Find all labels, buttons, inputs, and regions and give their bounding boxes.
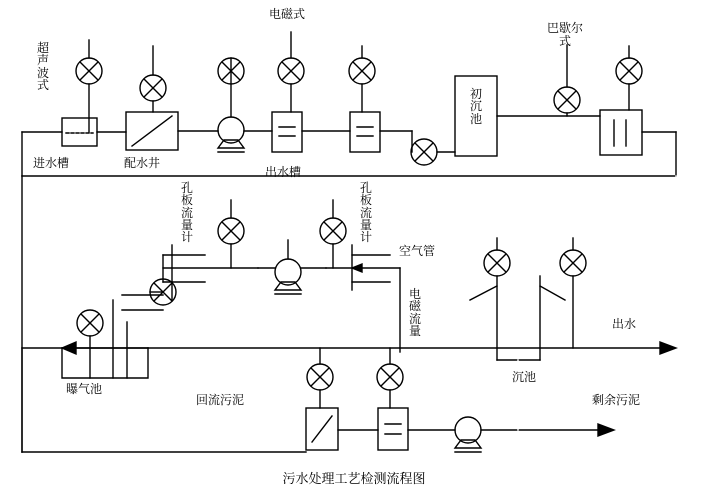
meter-mid-2 [320,218,346,244]
label-parshall-type: 巴歇尔式 [546,21,583,49]
diagram-caption: 污水处理工艺检测流程图 [282,472,426,487]
meter-parshall [554,87,580,113]
label-excess-sludge: 剩余污泥 [592,393,641,407]
meter-aeration [77,310,103,336]
inlet-tank-box [62,118,97,146]
meter-sludge-1 [307,364,333,390]
treatment-unit-2 [350,112,380,152]
settle-slope-b [540,286,565,300]
orifice2-arrow [352,264,362,272]
meter-distribution [140,75,166,101]
label-electromagnetic-flowmeter: 电磁流量 [408,287,421,339]
label-settling-tank: 沉池 [512,370,537,384]
label-outlet-tank: 出水槽 [265,165,302,179]
meter-top-4 [278,58,304,84]
pump-top-body [218,117,244,143]
label-return-sludge: 回流污泥 [196,393,245,407]
label-orifice-flowmeter-2: 孔板流量计 [359,181,372,245]
label-inlet-tank: 进水槽 [33,156,70,170]
sludge-unit-2 [378,408,408,450]
meter-top-6 [411,139,437,165]
treatment-unit-1 [272,112,302,152]
distribution-well-slope [132,116,172,146]
sludge-unit-1-slash [312,416,332,442]
aeration-inlet-arrow [62,342,76,354]
meter-top-5 [349,58,375,84]
pump-bottom-base [455,440,481,448]
pump-top-base [218,140,244,148]
effluent-arrow [660,342,676,354]
label-primary-settling-tank: 初沉池 [469,87,482,126]
meter-settle-1 [484,250,510,276]
outlet-unit-box [600,110,642,155]
label-air-pipe: 空气管 [399,244,436,258]
label-distribution-well: 配水井 [124,156,161,170]
label-electromagnetic-type: 电磁式 [268,7,305,21]
meter-ultrasonic [76,58,102,84]
meter-settle-2 [560,250,586,276]
pump-bottom-body [455,417,481,443]
label-ultrasonic: 超声波式 [36,41,49,93]
label-aeration-tank: 曝气池 [66,382,103,396]
settle-slope-a [470,286,497,300]
meter-sludge-2 [377,364,403,390]
pump-mid-base [275,282,301,290]
label-effluent: 出水 [612,317,637,331]
meter-mid-1 [218,218,244,244]
label-orifice-flowmeter-1: 孔板流量计 [180,181,193,245]
excess-sludge-arrow [598,424,614,436]
pump-mid-body [275,259,301,285]
meter-top-8 [616,58,642,84]
